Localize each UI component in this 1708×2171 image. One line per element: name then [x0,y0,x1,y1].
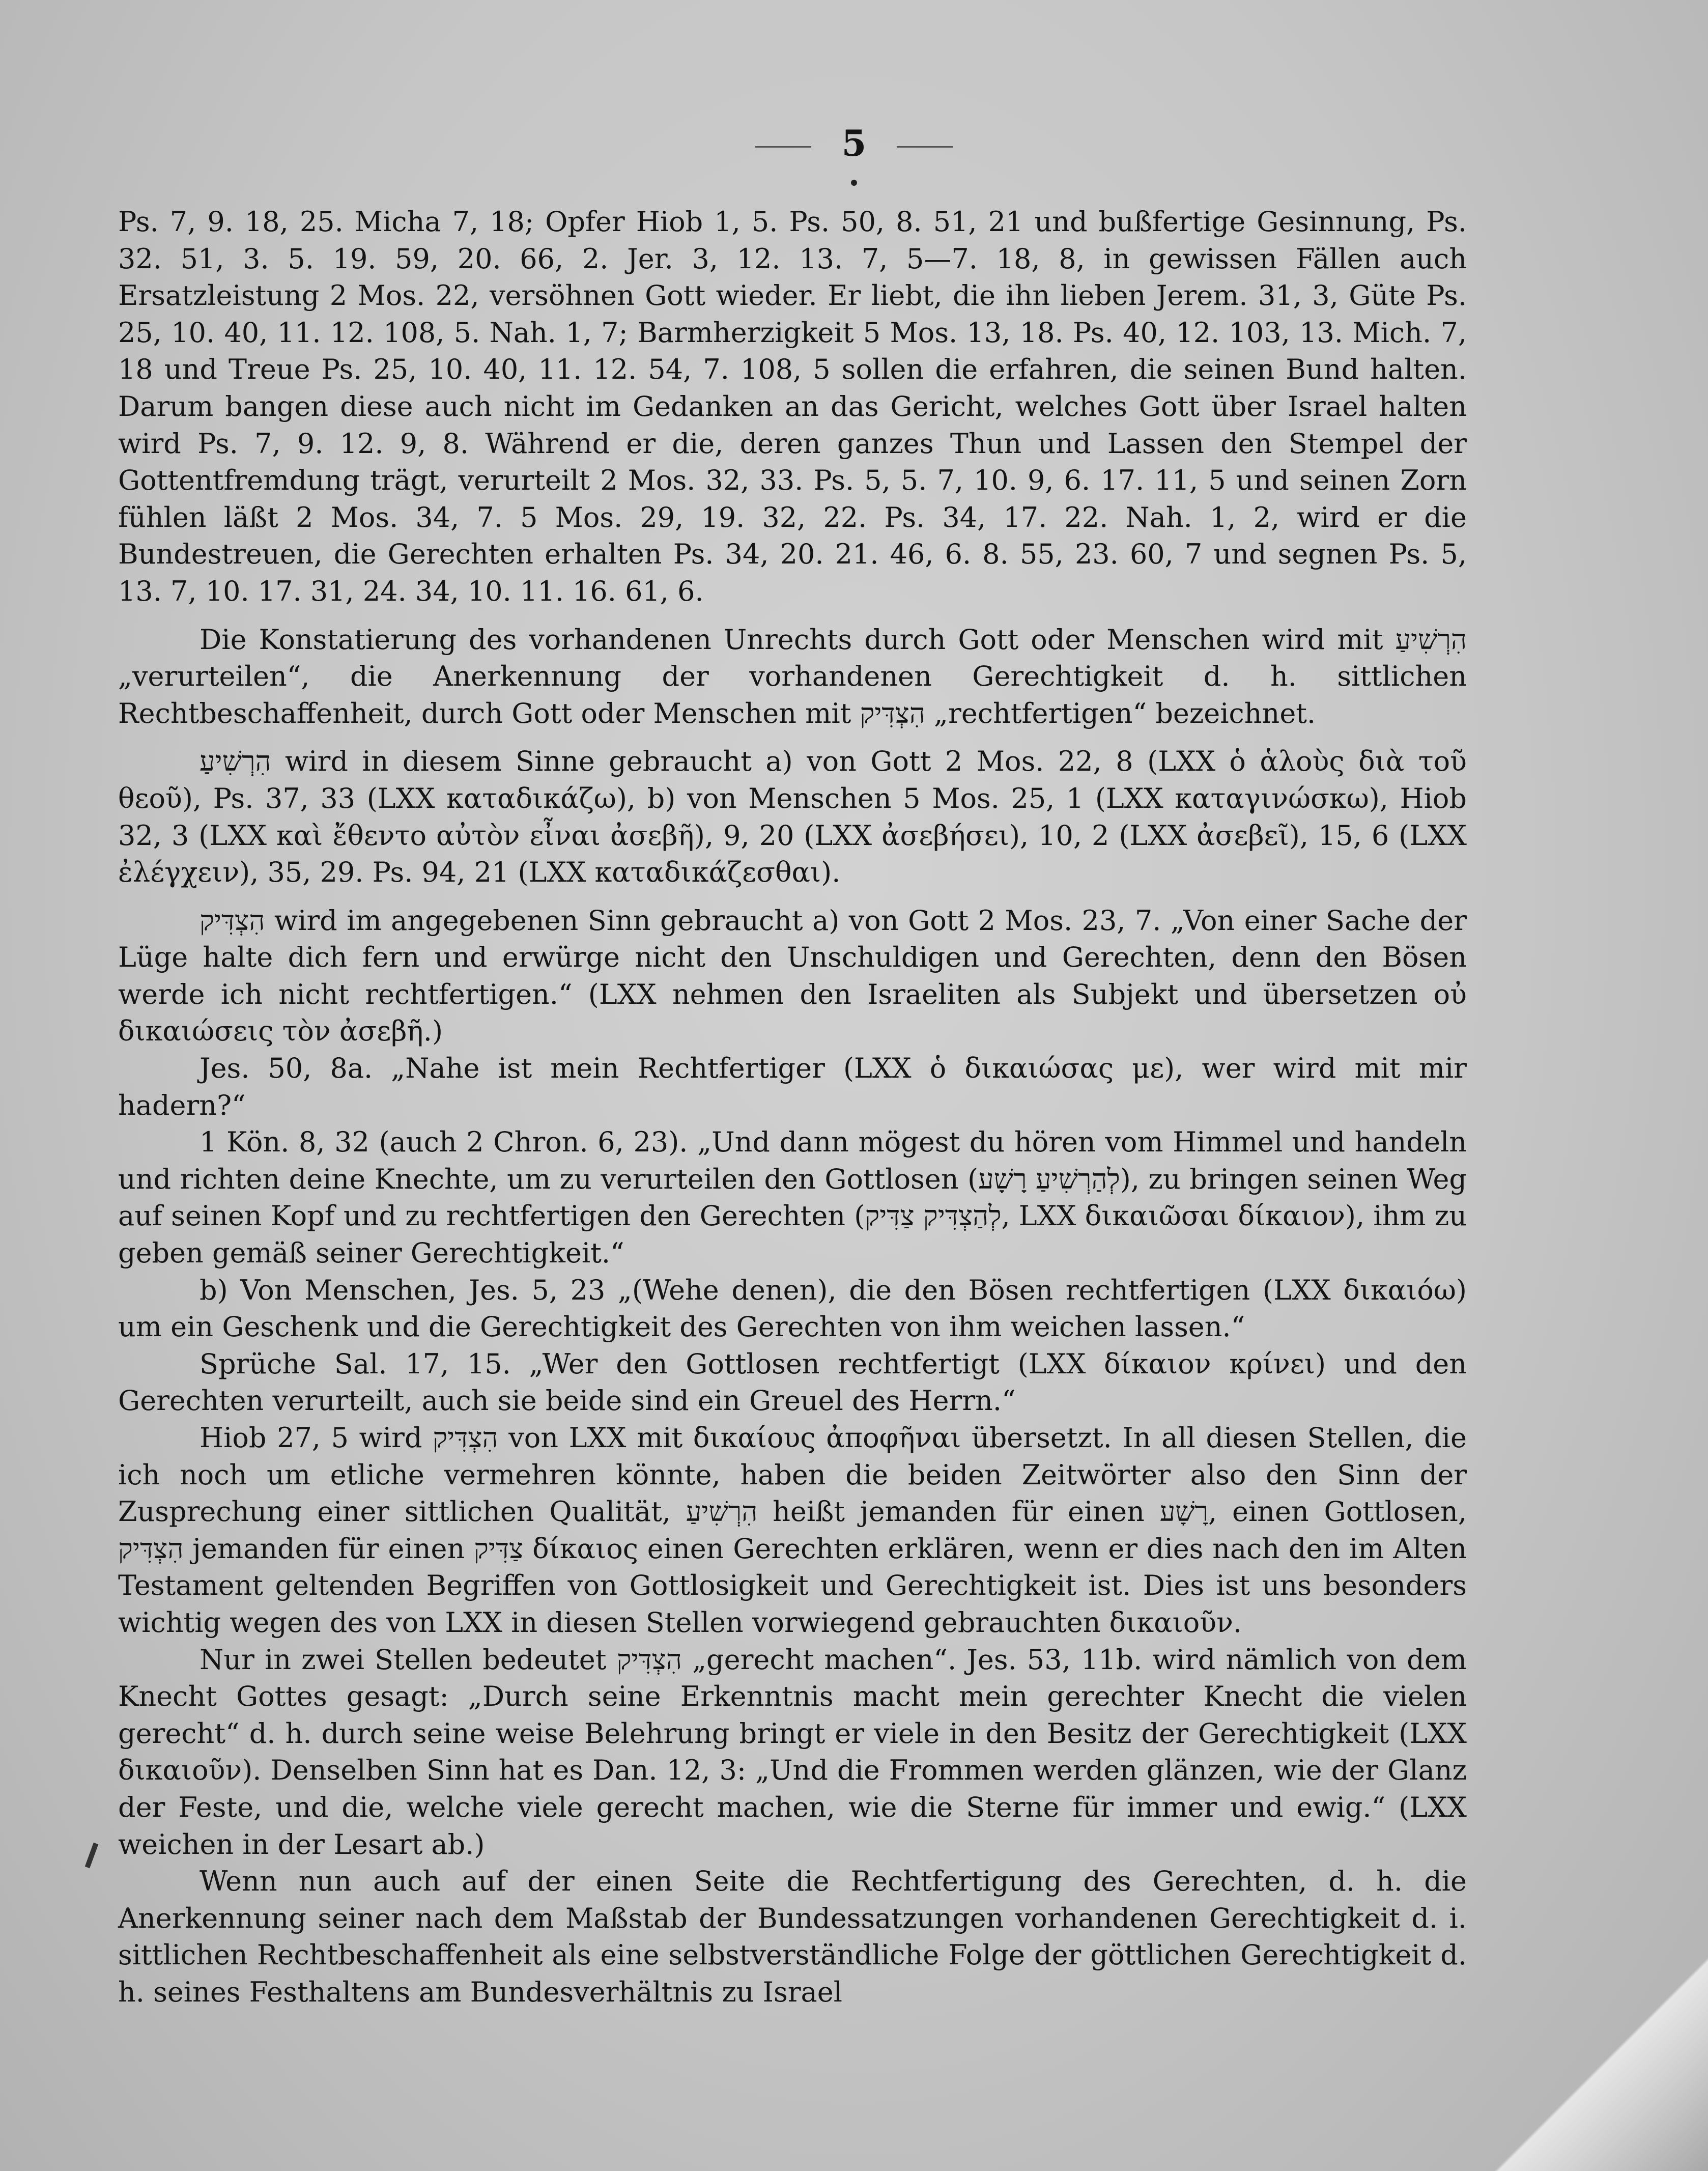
paragraph-1: Ps. 7, 9. 18, 25. Micha 7, 18; Opfer Hiob 1, 5. Ps. 50, 8. 51, 21 und bußfertige Gesinnung, Ps. 32. 51, 3. 5. 19. 59, 20. 66, 2. Jer. 3, 12. 13. 7, 5—7. 18, 8, in gewissen Fällen auch Ersatzleistung 2 Mos. 22, versöhnen Gott wieder. Er liebt, die ihn lieben Jerem. 31, 3, Güte Ps. 25, 10. 40, 11. 12. 108, 5. Nah. 1, 7; Barmherzigkeit 5 Mos. 13, 18. Ps. 40, 12. 103, 13. Mich. 7, 18 und Treue Ps. 25, 10. 40, 11. 12. 54, 7. 108, 5 sollen die erfahren, die seinen Bund halten. Darum bangen diese auch nicht im Gedanken an das Gericht, welches Gott über Israel halten wird Ps. 7, 9. 12. 9, 8. Während er die, deren ganzes Thun und Lassen den Stempel der Gottentfremdung trägt, verurteilt 2 Mos. 32, 33. Ps. 5, 5. 7, 10. 9, 6. 17. 11, 5 und seinen Zorn fühlen läßt 2 Mos. 34, 7. 5 Mos. 29, 19. 32, 22. Ps. 34, 17. 22. Nah. 1, 2, wird er die Bundestreuen, die Gerechten erhalten Ps. 34, 20. 21. 46, 6. 8. 55, 23. 60, 7 und segnen Ps. 5, 13. 7, 10. 17. 31, 24. 34, 10. 11. 16. 61, 6. [118,206,1467,607]
paragraph-5: Jes. 50, 8a. „Nahe ist mein Rechtfertiger (LXX ὁ δικαιώσας με), wer wird mit mir hadern?“ [118,1052,1467,1121]
header-dot [851,180,857,186]
margin-mark [85,1843,98,1868]
paragraph-10: Nur in zwei Stellen bedeutet הִצְדִּיק „gerecht machen“. Jes. 53, 11b. wird nämlich von dem Knecht Gottes gesagt: „Durch seine Erkenntnis macht mein gerechter Knecht die vielen gerecht“ d. h. durch seine weise Belehrung bringt er viele in den Besitz der Gerechtigkeit (LXX δικαιοῦν). Denselben Sinn hat es Dan. 12, 3: „Und die Frommen werden glänzen, wie der Glanz der Feste, und die, welche viele gerecht machen, wie die Sterne für immer und ewig.“ (LXX weichen in der Lesart ab.) [118,1643,1467,1860]
paragraph-6: 1 Kön. 8, 32 (auch 2 Chron. 6, 23). „Und dann mögest du hören vom Himmel und handeln und richten deine Knechte, um zu verurteilen den Gottlosen (לְהַרְשִׁיעַ רָשָׁע), zu bringen seinen Weg auf seinen Kopf und zu rechtfertigen den Gerechten (לְהַצְדִּיק צַדִּיק, LXX δικαιῶσαι δίκαιον), ihm zu geben gemäß seiner Gerechtigkeit.“ [118,1126,1467,1270]
body-text [118,204,1467,2011]
page-number: 5 [841,122,867,164]
paragraph-7: b) Von Menschen, Jes. 5, 23 „(Wehe denen), die den Bösen rechtfertigen (LXX δικαιόω) um ein Geschenk und die Gerechtigkeit des Gerechten von ihm weichen lassen.“ [118,1274,1467,1343]
paragraph-4: הִצְדִּיק wird im angegebenen Sinn gebraucht a) von Gott 2 Mos. 23, 7. „Von einer Sache der Lüge halte dich fern und erwürge nicht den Unschuldigen und Gerechten, denn den Bösen werde ich nicht rechtfertigen.“ (LXX nehmen den Israeliten als Subjekt und übersetzen οὐ δικαιώσεις τὸν ἀσεβῆ.) [118,904,1467,1048]
paragraph-9: Hiob 27, 5 wird הִצְדִּיק von LXX mit δικαίους ἀποφῆναι übersetzt. In all diesen Stellen, die ich noch um etliche vermehren könnte, haben die beiden Zeitwörter also den Sinn der Zusprechung einer sittlichen Qualität, הִרְשִׁיעַ heißt jemanden für einen רָשָׁע, einen Gottlosen, הִצְדִּיק jemanden für einen צַדִּיק δίκαιος einen Gerechten erklären, wenn er dies nach den im Alten Testament geltenden Begriffen von Gottlosigkeit und Gerechtigkeit ist. Dies ist uns besonders wichtig wegen des von LXX in diesen Stellen vorwiegend gebrauchten δικαιοῦν. [118,1422,1467,1639]
page-header [0,122,1708,186]
paragraph-11: Wenn nun auch auf der einen Seite die Rechtfertigung des Gerechten, d. h. die Anerkennung seiner nach dem Maßstab der Bundessatzungen vorhandenen Gerechtigkeit d. i. sittlichen Rechtbeschaffenheit als eine selbstverständliche Folge der göttlichen Gerechtigkeit d. h. seines Festhaltens am Bundesverhältnis zu Israel [118,1865,1467,2008]
paragraph-8: Sprüche Sal. 17, 15. „Wer den Gottlosen rechtfertigt (LXX δίκαιον κρίνει) und den Gerechten verurteilt, auch sie beide sind ein Greuel des Herrn.“ [118,1347,1467,1417]
curled-corner [1494,1957,1708,2171]
header-rule-right [897,146,953,148]
paragraph-2: Die Konstatierung des vorhandenen Unrechts durch Gott oder Menschen wird mit הִרְשִׁיעַ „verurteilen“, die Anerkennung der vorhandenen Gerechtigkeit d. h. sittlichen Rechtbeschaffenheit, durch Gott oder Menschen mit הִצְדִּיק „rechtfertigen“ bezeichnet. [118,623,1467,729]
header-rule-left [755,146,811,148]
paragraph-3: הִרְשִׁיעַ wird in diesem Sinne gebraucht a) von Gott 2 Mos. 22, 8 (LXX ὁ ἁλοὺς διὰ τοῦ θεοῦ), Ps. 37, 33 (LXX καταδικάζω), b) von Menschen 5 Mos. 25, 1 (LXX καταγινώσκω), Hiob 32, 3 (LXX καὶ ἔθεντο αὐτὸν εἶναι ἀσεβῆ), 9, 20 (LXX ἀσεβήσει), 10, 2 (LXX ἀσεβεῖ), 15, 6 (LXX ἐλέγχειν), 35, 29. Ps. 94, 21 (LXX καταδικάζεσθαι). [118,745,1467,889]
